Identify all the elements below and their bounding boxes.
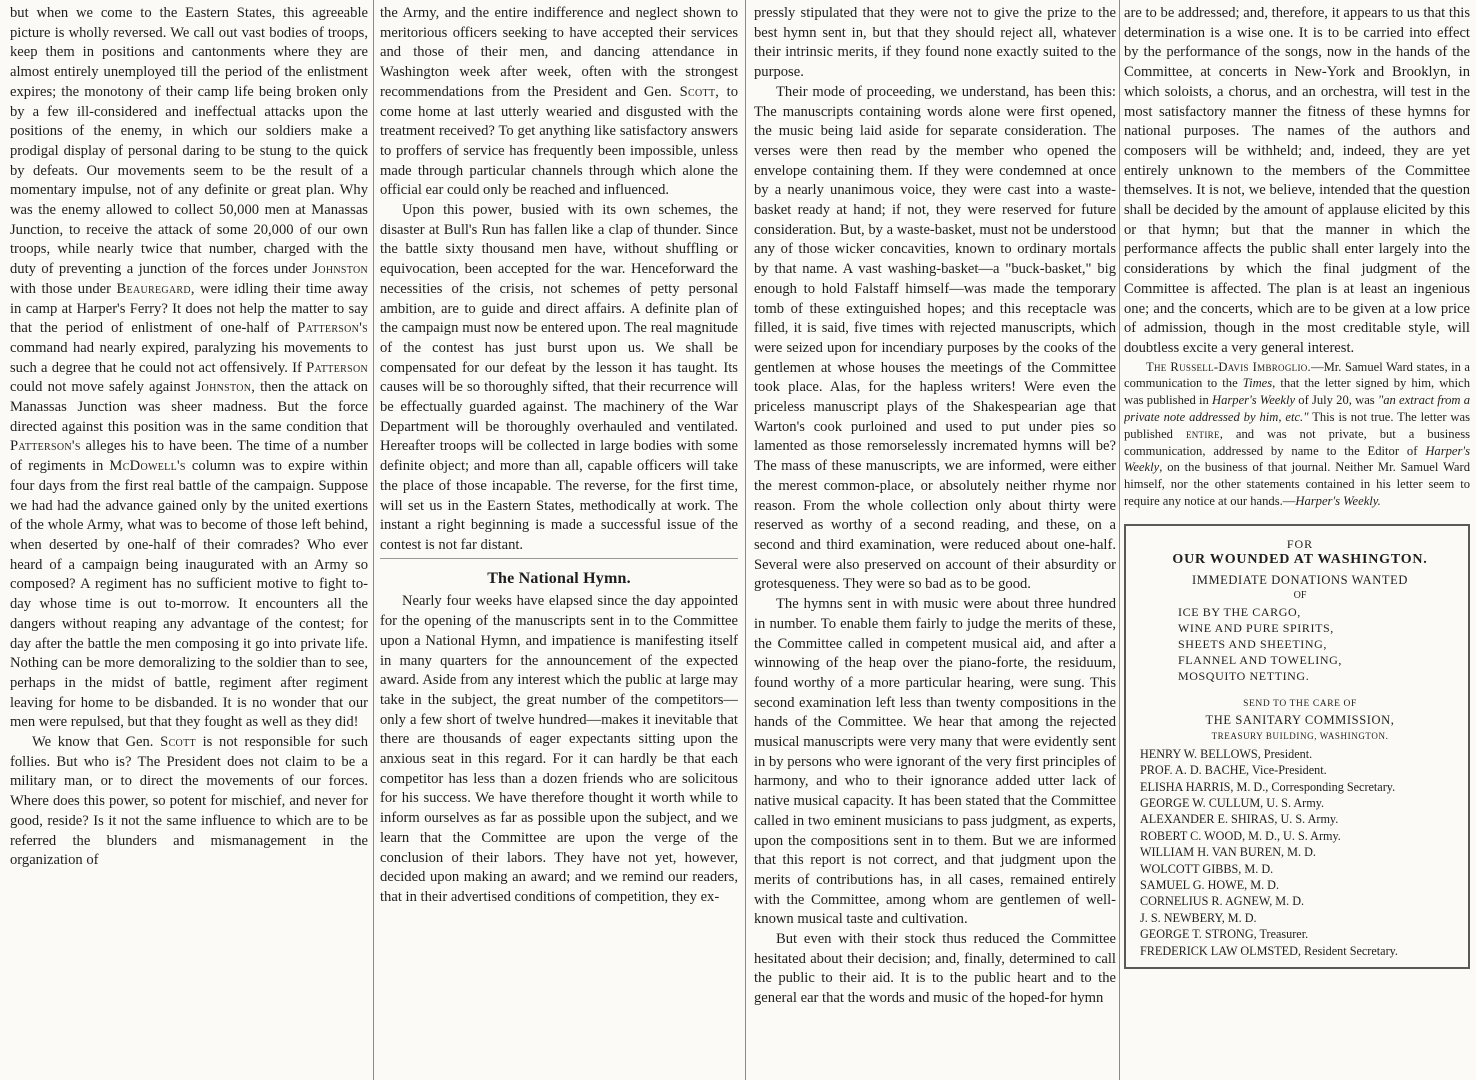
section-title: The National Hymn. xyxy=(487,569,631,587)
column-rule xyxy=(373,0,374,1080)
list-item: ALEXANDER E. SHIRAS, U. S. Army. xyxy=(1140,812,1339,827)
list-item: GEORGE W. CULLUM, U. S. Army. xyxy=(1140,796,1325,811)
list-item: ELISHA HARRIS, M. D., Corresponding Secretary. xyxy=(1140,779,1396,794)
list-item: SAMUEL G. HOWE, M. D. xyxy=(1140,878,1280,893)
article-paragraph: We know that Gen. Scott is not responsible for such follies. But who is? The President does not claim to be a military man, or to direct the movements of our forces. Where does this power, so potent for mischief, and never for good, reside? Is it not the same influence to which are to be referred the blunders and mismanagement in the organization of xyxy=(10,734,368,869)
notice-title: OUR WOUNDED AT WASHINGTON. xyxy=(1172,551,1428,567)
article-paragraph: Their mode of proceeding, we understand, has been this: The manuscripts containing words alone were first opened, the music being laid aside for separate consideration. The verses were then read by the member who opened the envelope containing them. If they were condemned at once by a nearly unanimous voice, they were cast into a waste-basket ready at hand; if not, they were reserved for future consideration. But, by a waste-basket, must not be understood any of those wicker concavities, known to ordinary mortals by that name. A vast washing-basket—a "buck-basket," big enough to hold Falstaff himself—was made the temporary tomb of these extinguished hopes; and this receptacle was filled, it is said, five times with rejected manuscripts, which were seized upon for incendiary purposes by the cooks of the gentlemen at whose houses the meetings of the Committee took place. Alas, for the hapless writers! Were even the priceless manuscript plays of the Shakespearian age that Warton's cook purloined and used to put under pies so lamented as those remorselessly incremated hymns will be? The mass of these manuscripts, we are informed, were either the merest common-place, or absolutely neither rhyme nor reason. From the whole collection only about thirty were reserved as worthy of a second reading, and these, on a second and third examination, were reduced about one-half. Several were also preserved on account of their absurdity or grotesqueness. They were so bad as to be good. xyxy=(754,83,1116,593)
section-divider xyxy=(380,558,738,589)
note-title: The Russell-Davis Imbroglio. xyxy=(1146,359,1311,374)
notice-address: TREASURY BUILDING, WASHINGTON. xyxy=(1211,730,1389,741)
list-item: MOSQUITO NETTING. xyxy=(1178,668,1310,683)
column-rule xyxy=(1119,0,1120,1080)
notice-subtitle: IMMEDIATE DONATIONS WANTED xyxy=(1191,572,1409,587)
column-2 xyxy=(380,4,738,1076)
article-paragraph: are to be addressed; and, therefore, it appears to us that this determination is a wise one. It is to be carried into effect by the performance of the songs, now in the hands of the Committee, at concerts in New-York and Brooklyn, in which soloists, a chorus, and an orchestra, will test in the most satisfactory manner the fitness of these hymns for national purposes. The names of the authors and composers will be withheld; and, indeed, they are yet entirely unknown to the members of the Committee themselves. It is not, we believe, intended that the question shall be decided by the amount of applause elicited by this or that hymn; but that the manner in which the performance affects the public shall enter largely into the considerations by which the final judgment of the Committee is affected. The plan is at least an ingenious one; and the concerts, which are to be given at a low price of admission, though in the most creditable style, will doubtless excite a very general interest. xyxy=(1124,5,1470,356)
list-item: PROF. A. D. BACHE, Vice-President. xyxy=(1140,763,1327,778)
donation-items xyxy=(1178,604,1460,684)
notice-of: OF xyxy=(1293,589,1307,601)
column-rule xyxy=(745,0,746,1080)
list-item: ICE BY THE CARGO, xyxy=(1178,604,1301,619)
list-item: ROBERT C. WOOD, M. D., U. S. Army. xyxy=(1140,828,1341,843)
list-item: GEORGE T. STRONG, Treasurer. xyxy=(1140,927,1309,942)
article-paragraph: but when we come to the Eastern States, this agreeable picture is wholly reversed. We call out vast bodies of troops, keep them in positions and cantonments where they are almost entirely unemployed till the period of the enlistment expires; the monotony of their camp life being broken only by a few ill-considered and ineffectual attacks upon the positions of the enemy, in which our soldiers make a prodigal display of personal daring to be stung to the quick by defeats. Our movements seem to be the result of a momentary impulse, not of any definite or great plan. Why was the enemy allowed to collect 50,000 men at Manassas Junction, to receive the attack of some 20,000 of our own troops, while nearly twice that number, charged with the duty of preventing a junction of the forces under Johnston with those under Beauregard, were idling their time away in camp at Harper's Ferry? It does not help the matter to say that the period of enlistment of one-half of Patterson's command had nearly expired, paralyzing his movements to such a degree that he could not act offensively. If Patterson could not move safely against Johnston, then the attack on Manassas Junction was sheer madness. But the force directed against this position was in the same condition that Patterson's alleges his to have been. The time of a number of regiments in McDowell's column was to expire within four days from the first real battle of the campaign. Suppose we had had the advance gained only by the united exertions of the whole Army, what was to become of those left behind, when deserted by one-half of their comrades? Who ever heard of a campaign being inaugurated with an Army so composed? A regiment has no sufficient motive to fight to-day whose time is out to-morrow. It encounters all the dangers without reaping any advantage of the contest; for day after the battle the men composing it go into private life. Nothing can be more demoralizing to the soldier than to see, perhaps in the midst of battle, regiment after regiment leaving for home to be disbanded. It is no wonder that our men were repulsed, but that they fought as well as they did! xyxy=(10,5,368,731)
article-paragraph: Upon this power, busied with its own schemes, the disaster at Bull's Run has fallen like a clap of thunder. Since the battle sixty thousand men have, without shuffling or equivocation, been accepted for the war. Henceforward the necessities of the crisis, not schemes of petty personal ambition, are to guide and direct affairs. A definite plan of the campaign must now be entered upon. The real magnitude of the contest has just burst upon us. We shall be compensated for our defeat by the lesson it has taught. Its causes will be so thoroughly sifted, that their recurrence will be effectually guarded against. The machinery of the War Department will be thoroughly overhauled and ventilated. Hereafter troops will be collected in large bodies with some definite object; and more than all, capable officers will take the place of those incapable. The reverse, for the first time, will set us in the Eastern States, methodically at work. The instant a right beginning is made a successful issue of the contest is not far distant. xyxy=(380,202,738,553)
list-item: WOLCOTT GIBBS, M. D. xyxy=(1140,861,1274,876)
list-item: WINE AND PURE SPIRITS, xyxy=(1178,620,1334,635)
article-paragraph: pressly stipulated that they were not to give the prize to the best hymn sent in, but that they should reject all, whatever their intrinsic merits, if they found none exactly suited to the purpose. xyxy=(754,5,1116,81)
article-paragraph: the Army, and the entire indifference and neglect shown to meritorious officers seeking to have accepted their services and those of their men, and dancing attendance in Washington week after week, often with the strongest recommendations from the President and Gen. Scott, to come home at last utterly wearied and disgusted with the treatment received? To get anything like satisfactory answers to proffers of service has frequently been impossible, unless made through particular channels through which alone the official ear could only be reached and influenced. xyxy=(380,5,738,199)
commission-members xyxy=(1140,746,1460,959)
column-1 xyxy=(10,4,368,1076)
list-item: WILLIAM H. VAN BUREN, M. D. xyxy=(1140,845,1316,860)
article-paragraph: Nearly four weeks have elapsed since the day appointed for the opening of the manuscripts sent in to the Committee upon a National Hymn, and impatience is manifesting itself in many quarters for the announcement of the expected award. Aside from any interest which the public at large may take in the subject, the great number of the competitors—only a few short of twelve hundred—makes it inevitable that there are thousands of eager expectants sitting upon the anxious seat in this regard. For it can hardly be that each competitor has less than a dozen friends who are solicitous for his success. We have therefore thought it worth while to inform ourselves as far as possible upon the subject, and we learn that the Committee are upon the verge of the conclusion of their labors. They have not yet, however, decided upon making an award; and we remind our readers, that in their advertised conditions of competition, they ex- xyxy=(380,593,738,905)
list-item: FREDERICK LAW OLMSTED, Resident Secretary. xyxy=(1140,943,1398,958)
notice-commission: THE SANITARY COMMISSION, xyxy=(1205,712,1395,727)
news-note: The Russell-Davis Imbroglio.—Mr. Samuel Ward states, in a communication to the Times, that the letter signed by him, which was published in Harper's Weekly of July 20, was "an extract from a private note addressed by him, etc." This is not true. The letter was published entire, and was not private, but a business communication, addressed by name to the Editor of Harper's Weekly, on the business of that journal. Neither Mr. Samuel Ward himself, nor the other statements contained in his letter seem to require any notice at our hands.—Harper's Weekly. xyxy=(1124,359,1470,509)
list-item: SHEETS AND SHEETING, xyxy=(1178,636,1327,651)
list-item: FLANNEL AND TOWELING, xyxy=(1178,652,1343,667)
list-item: HENRY W. BELLOWS, President. xyxy=(1140,746,1313,761)
article-paragraph: But even with their stock thus reduced the Committee hesitated about their decision; and, finally, determined to call the public to their aid. It is to the public heart and to the general ear that the words and music of the hoped-for hymn xyxy=(754,931,1116,1007)
donation-notice xyxy=(1124,524,1470,969)
notice-for: FOR xyxy=(1286,536,1314,551)
column-3 xyxy=(754,4,1116,1076)
list-item: CORNELIUS R. AGNEW, M. D. xyxy=(1140,894,1305,909)
article-paragraph: The hymns sent in with music were about three hundred in number. To enable them fairly to judge the merits of these, the Committee called in competent musical aid, and after a winnowing of the heap over the piano-forte, the residuum, found worthy of a more particular hearing, were sung. This second examination left less than twenty compositions in the hands of the Committee. We hear that among the rejected musical manuscripts were very many that were evidently sent in by persons who were ignorant of the very first principles of harmony, and who to their ignorance added utter lack of native musical capacity. It has been stated that the Committee called in two eminent musicians to pass judgment, as experts, upon the compositions sent in to them. But we are informed that this report is not correct, and that judgment upon the merits of contributions has, in all cases, remained entirely with the Committee, among whom are gentlemen of well-known musical taste and cultivation. xyxy=(754,596,1116,928)
column-4 xyxy=(1124,4,1470,1076)
notice-send: SEND TO THE CARE OF xyxy=(1243,698,1357,709)
list-item: J. S. NEWBERY, M. D. xyxy=(1140,910,1257,925)
